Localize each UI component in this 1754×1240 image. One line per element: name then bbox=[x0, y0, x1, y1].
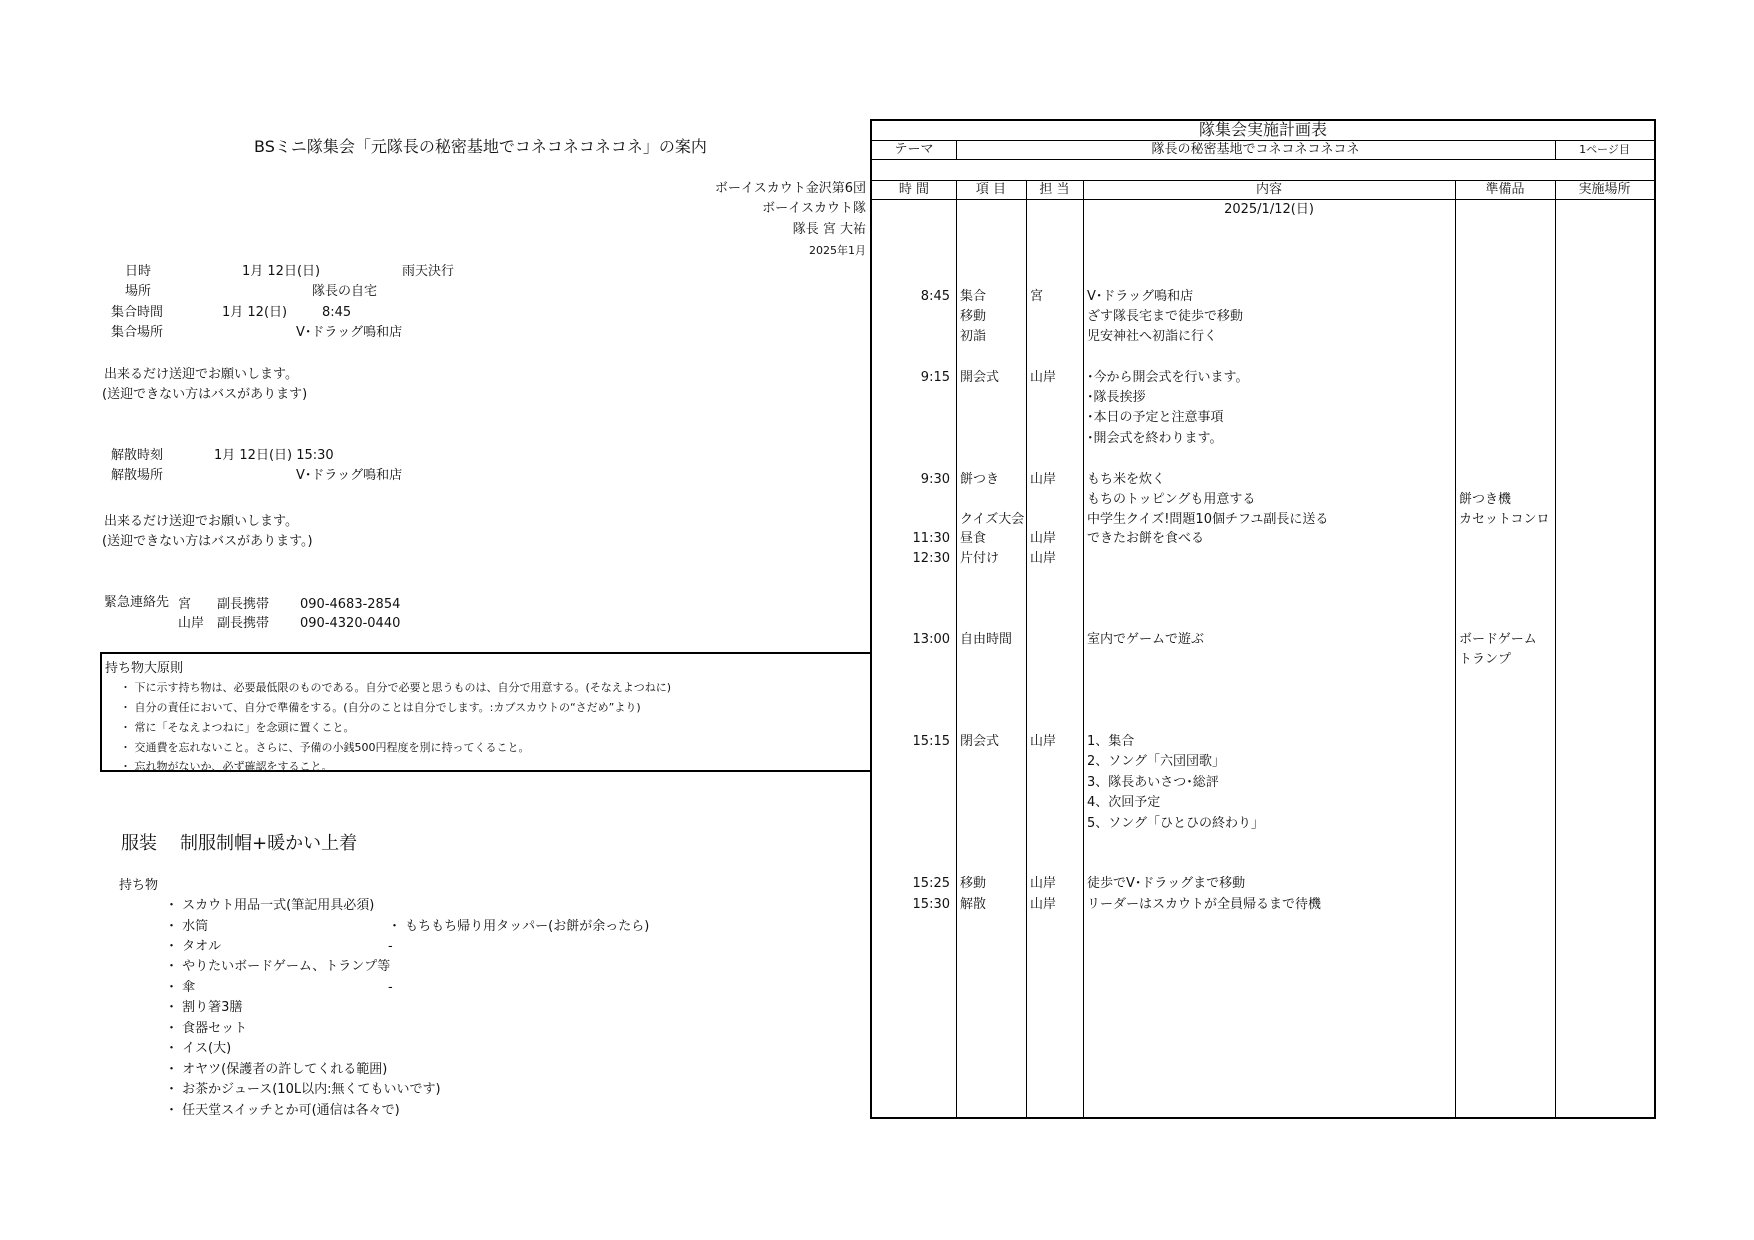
header-prep: 準備品 bbox=[1485, 182, 1525, 197]
rule-line bbox=[872, 159, 1654, 160]
date-value: 1月 12日(日) bbox=[242, 264, 321, 279]
plan-table bbox=[870, 119, 1656, 1119]
row-prep: ボードゲーム bbox=[1459, 632, 1537, 647]
org-line-3: 隊長 宮 大祐 bbox=[792, 222, 866, 237]
row-time: 12:30 bbox=[912, 551, 950, 566]
place-label: 場所 bbox=[125, 284, 152, 299]
row-time: 9:15 bbox=[920, 370, 950, 385]
carry-item-side: ・ もちもち帰り用タッパー(お餅が余ったら) bbox=[388, 919, 650, 934]
attire-label: 服装 bbox=[121, 833, 157, 854]
row-item: 移動 bbox=[960, 309, 987, 324]
row-prep: トランプ bbox=[1459, 652, 1512, 667]
row-content: 1、集合 bbox=[1087, 734, 1135, 749]
meet-place-value: V･ドラッグ鳴和店 bbox=[296, 325, 403, 340]
rules-title: 持ち物大原則 bbox=[105, 661, 184, 676]
page-title: BSミニ隊集会「元隊長の秘密基地でコネコネコネコネ」の案内 bbox=[254, 137, 707, 156]
row-content: ･開会式を終わります。 bbox=[1087, 431, 1223, 446]
row-prep: カセットコンロ bbox=[1459, 512, 1550, 527]
row-time: 15:25 bbox=[912, 876, 950, 891]
pickup-note-2: (送迎できない方はバスがあります) bbox=[102, 387, 308, 402]
carry-item: ・ タオル bbox=[165, 939, 222, 954]
row-staff: 山岸 bbox=[1030, 876, 1057, 891]
pickup-note-4: (送迎できない方はバスがあります。) bbox=[102, 534, 313, 549]
rule-line bbox=[1455, 180, 1456, 1117]
row-content: ･本日の予定と注意事項 bbox=[1087, 410, 1224, 425]
row-staff: 山岸 bbox=[1030, 897, 1057, 912]
header-staff: 担 当 bbox=[1039, 182, 1070, 197]
row-staff: 山岸 bbox=[1030, 531, 1057, 546]
row-item: 昼食 bbox=[960, 531, 987, 546]
dismiss-place-label: 解散場所 bbox=[111, 468, 164, 483]
row-item: 開会式 bbox=[960, 370, 1000, 385]
carry-item: ・ 傘 bbox=[165, 980, 196, 995]
meet-time-label: 集合時間 bbox=[111, 305, 164, 320]
row-item: 餅つき bbox=[960, 472, 1000, 487]
theme-label: テーマ bbox=[894, 142, 934, 157]
row-time: 15:30 bbox=[912, 897, 950, 912]
carry-item-side: - bbox=[388, 980, 393, 995]
emergency-phone-1: 090-4683-2854 bbox=[300, 597, 401, 612]
row-staff: 山岸 bbox=[1030, 551, 1057, 566]
carry-item: ・ やりたいボードゲーム、トランプ等 bbox=[165, 959, 391, 974]
rule-line bbox=[956, 180, 957, 1117]
place-value: 隊長の自宅 bbox=[312, 284, 378, 299]
row-content: 中学生クイズ!問題10個チフユ副長に送る bbox=[1087, 512, 1329, 527]
dismiss-place-value: V･ドラッグ鳴和店 bbox=[296, 468, 403, 483]
header-venue: 実施場所 bbox=[1578, 182, 1631, 197]
row-time: 13:00 bbox=[912, 632, 950, 647]
rain-note: 雨天決行 bbox=[402, 264, 455, 279]
emergency-phone-2: 090-4320-0440 bbox=[300, 616, 401, 631]
row-content: 3、隊長あいさつ･総評 bbox=[1087, 775, 1219, 790]
meet-time-clock: 8:45 bbox=[322, 305, 352, 320]
rule-item: ・ 忘れ物がないか、必ず確認をすること。 bbox=[120, 760, 333, 773]
row-content: ざす隊長宅まで徒歩で移動 bbox=[1087, 309, 1244, 324]
carry-item: ・ スカウト用品一式(筆記用具必須) bbox=[165, 898, 375, 913]
row-content: ･隊長挨拶 bbox=[1087, 390, 1146, 405]
row-content: もちのトッピングも用意する bbox=[1087, 492, 1256, 507]
carry-item: ・ オヤツ(保護者の許してくれる範囲) bbox=[165, 1062, 388, 1077]
meet-time-value: 1月 12(日) bbox=[222, 305, 288, 320]
row-content: 室内でゲームで遊ぶ bbox=[1087, 632, 1205, 647]
row-item: 片付け bbox=[960, 551, 1000, 566]
emergency-name-1: 宮 bbox=[178, 597, 192, 612]
rule-item: ・ 交通費を忘れないこと。さらに、予備の小銭500円程度を別に持ってくること。 bbox=[120, 741, 530, 754]
rules-box bbox=[100, 652, 872, 772]
page-label: 1ページ目 bbox=[1579, 143, 1630, 156]
carry-item: ・ 食器セット bbox=[165, 1021, 248, 1036]
emergency-label: 緊急連絡先 bbox=[104, 595, 170, 610]
row-content: リーダーはスカウトが全員帰るまで待機 bbox=[1087, 897, 1322, 912]
emergency-role-2: 副長携帯 bbox=[217, 616, 270, 631]
carry-item: ・ 水筒 bbox=[165, 919, 209, 934]
row-content: ･今から開会式を行います。 bbox=[1087, 370, 1249, 385]
rule-item: ・ 下に示す持ち物は、必要最低限のものである。自分で必要と思うものは、自分で用意する。(そなえよつねに) bbox=[120, 681, 672, 694]
row-item: 自由時間 bbox=[960, 632, 1013, 647]
emergency-name-2: 山岸 bbox=[178, 616, 205, 631]
row-staff: 山岸 bbox=[1030, 734, 1057, 749]
header-time: 時 間 bbox=[898, 182, 930, 197]
row-staff: 山岸 bbox=[1030, 370, 1057, 385]
date-label: 日時 bbox=[125, 264, 152, 279]
rule-item: ・ 自分の責任において、自分で準備をする。(自分のことは自分でします。:カブスカウトの“さだめ”より) bbox=[120, 701, 641, 714]
pickup-note-1: 出来るだけ送迎でお願いします。 bbox=[104, 367, 298, 382]
rule-line bbox=[1555, 180, 1556, 1117]
row-content: もち米を炊く bbox=[1087, 472, 1166, 487]
carry-item: ・ イス(大) bbox=[165, 1041, 232, 1056]
row-time: 8:45 bbox=[920, 289, 950, 304]
row-item: 集合 bbox=[960, 289, 987, 304]
row-item: 移動 bbox=[960, 876, 987, 891]
rule-line bbox=[872, 199, 1654, 200]
row-item: クイズ大会 bbox=[960, 512, 1025, 527]
row-content: 児安神社へ初詣に行く bbox=[1087, 329, 1218, 344]
row-content: 2、ソング「六団団歌」 bbox=[1087, 754, 1226, 769]
theme-value: 隊長の秘密基地でコネコネコネコネ bbox=[1151, 142, 1360, 157]
row-staff: 山岸 bbox=[1030, 472, 1057, 487]
plan-date: 2025/1/12(日) bbox=[1224, 202, 1314, 217]
row-time: 9:30 bbox=[920, 472, 950, 487]
org-line-4: 2025年1月 bbox=[809, 244, 866, 257]
row-time: 15:15 bbox=[912, 734, 950, 749]
row-item: 解散 bbox=[960, 897, 987, 912]
meet-place-label: 集合場所 bbox=[111, 325, 164, 340]
org-line-1: ボーイスカウト金沢第6団 bbox=[714, 181, 866, 196]
carry-item-side: - bbox=[388, 939, 393, 954]
rule-line bbox=[1083, 180, 1084, 1117]
row-content: できたお餅を食べる bbox=[1087, 531, 1205, 546]
rule-line bbox=[1026, 180, 1027, 1117]
header-content: 内容 bbox=[1255, 182, 1282, 197]
emergency-role-1: 副長携帯 bbox=[217, 597, 270, 612]
attire-value: 制服制帽+暖かい上着 bbox=[180, 833, 358, 854]
carry-item: ・ お茶かジュース(10L以内:無くてもいいです) bbox=[165, 1082, 441, 1097]
row-content: 徒歩でV･ドラッグまで移動 bbox=[1087, 876, 1246, 891]
org-line-2: ボーイスカウト隊 bbox=[762, 201, 866, 216]
dismiss-time-value: 1月 12日(日) 15:30 bbox=[214, 448, 334, 463]
row-content: 5、ソング「ひとひの終わり」 bbox=[1087, 816, 1265, 831]
row-prep: 餅つき機 bbox=[1459, 492, 1512, 507]
row-content: 4、次回予定 bbox=[1087, 795, 1161, 810]
rule-line bbox=[872, 140, 1654, 141]
pickup-note-3: 出来るだけ送迎でお願いします。 bbox=[104, 514, 298, 529]
dismiss-time-label: 解散時刻 bbox=[111, 448, 164, 463]
row-item: 初詣 bbox=[960, 329, 987, 344]
plan-title: 隊集会実施計画表 bbox=[1198, 120, 1327, 139]
row-staff: 宮 bbox=[1030, 289, 1044, 304]
header-item: 項 目 bbox=[975, 182, 1007, 197]
row-time: 11:30 bbox=[912, 531, 950, 546]
rule-item: ・ 常に「そなえよつねに」を念頭に置くこと。 bbox=[120, 721, 355, 734]
row-content: V･ドラッグ鳴和店 bbox=[1087, 289, 1194, 304]
carry-item: ・ 任天堂スイッチとか可(通信は各々で) bbox=[165, 1103, 400, 1118]
carry-item: ・ 割り箸3膳 bbox=[165, 1000, 243, 1015]
items-label: 持ち物 bbox=[119, 878, 159, 893]
rule-line bbox=[872, 180, 1654, 181]
row-item: 閉会式 bbox=[960, 734, 1000, 749]
